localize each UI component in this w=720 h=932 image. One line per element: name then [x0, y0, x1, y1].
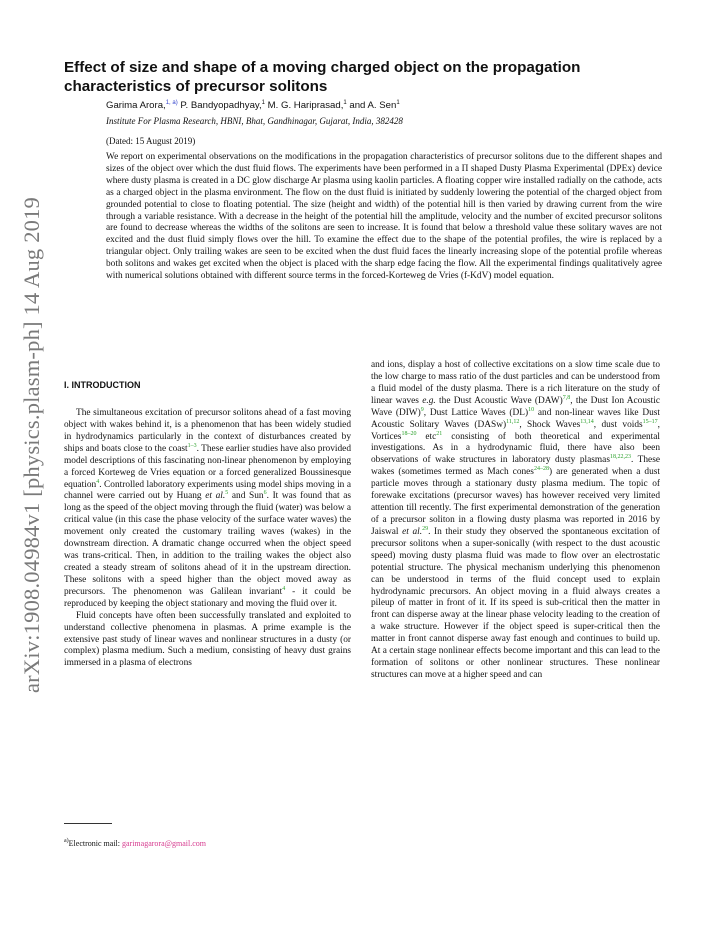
- citation[interactable]: 5: [225, 490, 229, 497]
- author-name: Garima Arora,: [106, 100, 166, 111]
- citation[interactable]: 29: [422, 525, 429, 532]
- author-list: [106, 100, 666, 111]
- author-name: M. G. Hariprasad,: [265, 100, 344, 111]
- affiliation-marker: 1: [261, 100, 265, 106]
- citation[interactable]: 10: [528, 406, 535, 413]
- citation[interactable]: 4: [96, 478, 100, 485]
- citation[interactable]: 18,22,23: [609, 454, 631, 461]
- footnote-label: Electronic mail:: [68, 839, 122, 848]
- date-line: (Dated: 15 August 2019): [106, 136, 196, 146]
- author-name: P. Bandyopadhyay,: [177, 100, 262, 111]
- citation[interactable]: 24–28: [533, 466, 549, 473]
- citation[interactable]: 15–17: [642, 418, 658, 425]
- citation[interactable]: 11,12: [506, 418, 520, 425]
- paragraph: Fluid concepts have often been successfully translated and exploited to understand collective phenomena in plasmas. A prime example is the extensive past study of linear waves and nonlinear structures in a dusty (or complex) plasma medium. Such a medium, consisting of heavy dust grains immersed in a plasma of electrons: [64, 610, 351, 669]
- email-link[interactable]: garimagarora@gmail.com: [121, 839, 206, 848]
- right-column: [371, 360, 660, 682]
- affiliation-marker: 1: [343, 100, 347, 106]
- section-heading: I. INTRODUCTION: [64, 380, 141, 390]
- arxiv-id-text: arXiv:1908.04984v1 [physics.plasm-ph] 14 Aug 2019: [19, 196, 44, 694]
- footnote-marker: a): [64, 838, 69, 844]
- paragraph: and ions, display a host of collective excitations on a slow time scale due to the low charge to mass ratio of the dust particles and can be understood from a fluid model of the dusty plasma. There is a rich literature on the study of linear waves e.g. the Dust Acoustic Wave (DAW)$^{7,8}$, the Dust Ion Acoustic Wave (DIW)$^9$, Dust Lattice Waves (DL)$^{10}$ and non-linear waves like Dust Acoustic Solitary Waves (DASw)$^{11,12}$, Shock Waves$^{13,14}$, dust voids$^{15-17}$, Vortices$^{18-20}$ etc$^{21}$ consisting of both theoretical and experimental investigations. As in a hydrodynamic fluid, there have also been observations of wake structures in laboratory dusty plasmas$^{18,22,23}$. These wakes (sometimes termed as Mach cones$^{24-28}$) are generated when a dust particle moves through a stationary dusty plasma medium. The topic of forewake excitations (precursor waves) has however received very limited attention till recently. The first experimental demonstration of the generation of a precursor soliton in a flowing dusty plasma was reported in 2016 by Jaiswal et al.$^{29}$. In their study they observed the spontaneous excitation of precursor solitons when a super-sonically (with respect to the dust acoustic speed) moving dusty plasma fluid was made to flow over an electrostatic potential structure. The physical mechanism underlying this phenomenon can be understood in terms of the fluid concept used to explain hydrodynamic precursors. An object moving in a fluid always creates a pileup of matter in front of it. If its speed is sub-critical then the matter in front can disperse away at the linear phase velocity leading to the creation of a wake structure. However if the object speed is super-critical then the matter in front cannot disperse away fast enough and continues to build up. At a certain stage nonlinear effects become important and this can lead to the formation of solitons or other nonlinear structures. These nonlinear structures can move at a higher speed and can: [371, 360, 661, 680]
- arxiv-identifier: [12, 196, 52, 694]
- citation[interactable]: 7,8: [562, 394, 571, 401]
- author-name: and A. Sen: [346, 100, 397, 111]
- footnote: [64, 839, 206, 848]
- citation[interactable]: 21: [436, 430, 443, 437]
- citation[interactable]: 4: [282, 585, 286, 592]
- citation[interactable]: 18–20: [401, 430, 417, 437]
- affiliation: Institute For Plasma Research, HBNI, Bhat, Gandhinagar, Gujarat, India, 382428: [106, 116, 403, 126]
- paper-title: Effect of size and shape of a moving charged object on the propagation characteristics of precursor solitons: [64, 59, 581, 95]
- citation[interactable]: 9: [420, 406, 424, 413]
- affiliation-marker: 1: [396, 100, 400, 106]
- citation[interactable]: 6: [263, 490, 267, 497]
- citation[interactable]: 13,14: [580, 418, 594, 425]
- citation[interactable]: 1–3: [187, 442, 197, 449]
- footnote-rule: [64, 823, 112, 824]
- left-column: [64, 408, 351, 670]
- abstract: We report on experimental observations on the modifications in the propagation characteristics of precursor solitons due to the different shapes and sizes of the object over which the dust fluid flows. The experiments have been performed in a Π shaped Dusty Plasma Experimental (DPEx) device where dusty plasma is created in a DC glow discharge Ar plasma using kaolin particles. A floating copper wire installed radially on the cathode, acts as a charged object in the plasma environment. The flow on the dust fluid is initiated by suddenly lowering the potential of the charged object from grounded potential to close to floating potential. The size (height and width) of the potential hill is then varied by drawing current from the wire through a variable resistance. With a decrease in the height of the potential hill the amplitude, velocity and the number of excited precursor solitons are found to decrease whereas the widths of the solitons are seen to increase. It is found that below a threshold value these solitary waves are not excited and the dust fluid simply flows over the hill. To examine the effect due to the shape of the potential profiles, the wire is replaced by a triangular object. Only trailing wakes are seen to be excited when the dust fluid faces the linearly increasing slope of the potential profile whereas both solitons and wakes get excited when the object is placed with the sharp edge facing the flow. All the experimental findings qualitatively agree with numerical solutions obtained with different source terms in the forced-Korteweg de Vries (f-KdV) model equation.: [106, 152, 662, 282]
- paragraph: The simultaneous excitation of precursor solitons ahead of a fast moving object with wakes behind it, is a phenomenon that has been widely studied in hydrodynamics particularly in the context of disturbances created by ships and boats close to the coast$^{1-3}$. These earlier studies have also provided model descriptions of this fascinating non-linear phenomenon by employing a forced Korteweg de Vries equation or a forced generalized Boussinesque equation$^4$. Controlled laboratory experiments using model ships moving in a channel were carried out by Huang et al.$^5$ and Sun$^6$. It was found that as long as the speed of the object moving through the fluid (water) was below a critical value (in this case the phase velocity of the surface water waves) the movement only created the customary trailing waves (wakes) in the downstream direction. A dramatic change occurred when the object speed was trans-critical. Then, in addition to the trailing wakes the object also created a steady stream of solitons ahead of it in the upstream direction. These solitons with a speed higher than the object moved away as precursors. The phenomenon was Galilean invariant$^4$ - it could be reproduced by keeping the object stationary and moving the fluid over it.: [64, 408, 351, 609]
- affiliation-marker: 1, a): [165, 100, 178, 106]
